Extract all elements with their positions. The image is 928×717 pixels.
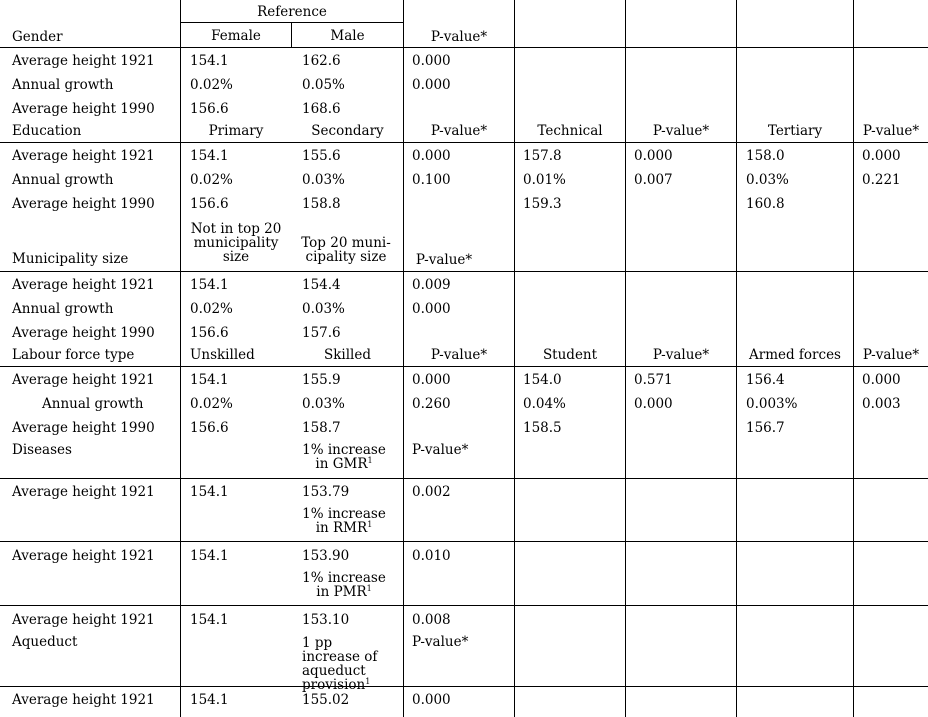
cell-value: 154.1 <box>190 372 229 388</box>
gender-col-male: Male <box>330 28 365 44</box>
labour-col-pvalue: P-value* <box>862 347 920 363</box>
aqueduct-title: Aqueduct <box>12 634 78 650</box>
cell-pvalue: 0.000 <box>412 692 451 708</box>
cell-pvalue: 0.010 <box>412 548 451 564</box>
cell-value: 0.02% <box>190 77 233 93</box>
grid-hline <box>181 22 403 23</box>
cell-pvalue: 0.000 <box>412 77 451 93</box>
cell-value: 0.03% <box>302 172 345 188</box>
education-col-pvalue: P-value* <box>430 123 488 139</box>
footnote-mark: 1 <box>367 520 373 529</box>
grid-hline <box>0 271 928 272</box>
row-label: Annual growth <box>12 77 114 93</box>
cell-value: 154.1 <box>190 612 229 628</box>
gender-title: Gender <box>12 29 63 45</box>
pmr-header <box>300 571 388 599</box>
cell-value: 158.0 <box>746 148 785 164</box>
cell-pvalue: 0.008 <box>412 612 451 628</box>
row-label: Average height 1921 <box>12 548 155 564</box>
cell-value: 156.6 <box>190 101 229 117</box>
cell-value: 154.0 <box>523 372 562 388</box>
row-label: Average height 1921 <box>12 612 155 628</box>
aqueduct-header-text: 1 pp increase of aqueduct provision <box>302 635 378 693</box>
cell-value: 154.1 <box>190 692 229 708</box>
pmr-header-text: 1% increase in PMR <box>302 570 386 600</box>
cell-value: 160.8 <box>746 196 785 212</box>
education-col-pvalue: P-value* <box>862 123 920 139</box>
grid-hline <box>0 142 928 143</box>
cell-value: 154.1 <box>190 53 229 69</box>
cell-value: 153.79 <box>302 484 350 500</box>
labour-col-pvalue: P-value* <box>430 347 488 363</box>
gmr-header <box>300 443 388 471</box>
cell-value: 154.1 <box>190 548 229 564</box>
footnote-mark: 1 <box>367 456 373 465</box>
education-title: Education <box>12 123 82 139</box>
grid-hline <box>0 686 928 687</box>
row-label: Annual growth <box>12 172 114 188</box>
footnote-mark: 1 <box>366 584 372 593</box>
cell-pvalue: 0.000 <box>412 53 451 69</box>
rmr-header-text: 1% increase in RMR <box>302 506 386 536</box>
row-label: Average height 1990 <box>12 325 155 341</box>
cell-value: 155.02 <box>302 692 350 708</box>
grid-vline <box>180 0 181 717</box>
row-label: Average height 1921 <box>12 148 155 164</box>
cell-value: 155.6 <box>302 148 341 164</box>
cell-value: 156.7 <box>746 420 785 436</box>
reference-header: Reference <box>257 4 327 20</box>
cell-pvalue: 0.221 <box>862 172 901 188</box>
municipality-col-top20: Top 20 muni-cipality size <box>301 235 391 265</box>
labour-title: Labour force type <box>12 347 135 363</box>
cell-pvalue: 0.260 <box>412 396 451 412</box>
row-label: Average height 1921 <box>12 53 155 69</box>
municipality-col-not-top20: Not in top 20 municipality size <box>190 221 282 265</box>
cell-value: 0.02% <box>190 396 233 412</box>
education-col-secondary: Secondary <box>311 123 384 139</box>
row-label: Average height 1990 <box>12 101 155 117</box>
cell-value: 0.01% <box>523 172 566 188</box>
cell-pvalue: 0.100 <box>412 172 451 188</box>
grid-hline <box>0 47 928 48</box>
aqueduct-header <box>302 636 394 692</box>
cell-value: 157.6 <box>302 325 341 341</box>
aqueduct-col-pvalue: P-value* <box>412 634 469 650</box>
labour-col-unskilled: Unskilled <box>190 347 255 363</box>
gmr-header-text: 1% increase in GMR <box>302 442 386 472</box>
row-label: Average height 1921 <box>12 277 155 293</box>
labour-col-pvalue: P-value* <box>652 347 710 363</box>
labour-col-student: Student <box>542 347 598 363</box>
cell-pvalue: 0.009 <box>412 277 451 293</box>
row-label: Average height 1990 <box>12 196 155 212</box>
education-col-pvalue: P-value* <box>652 123 710 139</box>
cell-value: 168.6 <box>302 101 341 117</box>
gender-col-pvalue: P-value* <box>430 29 488 45</box>
cell-value: 154.1 <box>190 148 229 164</box>
cell-value: 154.1 <box>190 484 229 500</box>
cell-value: 0.03% <box>302 301 345 317</box>
municipality-title: Municipality size <box>12 251 129 267</box>
cell-value: 157.8 <box>523 148 562 164</box>
cell-pvalue: 0.000 <box>412 148 451 164</box>
cell-value: 156.6 <box>190 420 229 436</box>
cell-pvalue: 0.000 <box>412 301 451 317</box>
cell-value: 0.02% <box>190 172 233 188</box>
cell-pvalue: 0.002 <box>412 484 451 500</box>
cell-pvalue: 0.000 <box>862 372 901 388</box>
education-col-primary: Primary <box>208 123 264 139</box>
cell-pvalue: 0.003 <box>862 396 901 412</box>
cell-value: 153.10 <box>302 612 350 628</box>
cell-value: 156.6 <box>190 196 229 212</box>
cell-value: 0.04% <box>523 396 566 412</box>
cell-pvalue: 0.000 <box>634 396 673 412</box>
cell-value: 0.03% <box>302 396 345 412</box>
row-label: Average height 1990 <box>12 420 155 436</box>
cell-value: 153.90 <box>302 548 350 564</box>
grid-hline <box>0 605 928 606</box>
cell-value: 0.003% <box>746 396 798 412</box>
cell-value: 159.3 <box>523 196 562 212</box>
labour-col-armed-forces: Armed forces <box>749 347 841 363</box>
cell-pvalue: 0.571 <box>634 372 673 388</box>
cell-value: 158.5 <box>523 420 562 436</box>
cell-value: 158.7 <box>302 420 341 436</box>
cell-pvalue: 0.007 <box>634 172 673 188</box>
education-col-tertiary: Tertiary <box>767 123 823 139</box>
labour-col-skilled: Skilled <box>323 347 371 363</box>
row-label: Average height 1921 <box>12 484 155 500</box>
cell-value: 154.1 <box>190 277 229 293</box>
grid-hline <box>0 478 928 479</box>
grid-hline <box>0 366 928 367</box>
rmr-header <box>300 507 388 535</box>
diseases-col-pvalue: P-value* <box>412 442 469 458</box>
diseases-title: Diseases <box>12 442 72 458</box>
cell-value: 0.05% <box>302 77 345 93</box>
cell-pvalue: 0.000 <box>634 148 673 164</box>
grid-hline <box>0 541 928 542</box>
cell-value: 158.8 <box>302 196 341 212</box>
education-col-technical: Technical <box>537 123 603 139</box>
gender-col-female: Female <box>211 28 261 44</box>
row-label: Annual growth <box>42 396 144 412</box>
cell-pvalue: 0.000 <box>412 372 451 388</box>
cell-value: 0.03% <box>746 172 789 188</box>
cell-value: 162.6 <box>302 53 341 69</box>
row-label: Average height 1921 <box>12 372 155 388</box>
cell-value: 156.4 <box>746 372 785 388</box>
row-label: Average height 1921 <box>12 692 155 708</box>
cell-value: 0.02% <box>190 301 233 317</box>
municipality-col-pvalue: P-value* <box>415 252 473 268</box>
cell-value: 156.6 <box>190 325 229 341</box>
cell-pvalue: 0.000 <box>862 148 901 164</box>
cell-value: 154.4 <box>302 277 341 293</box>
row-label: Annual growth <box>12 301 114 317</box>
cell-value: 155.9 <box>302 372 341 388</box>
footnote-mark: 1 <box>365 677 371 686</box>
